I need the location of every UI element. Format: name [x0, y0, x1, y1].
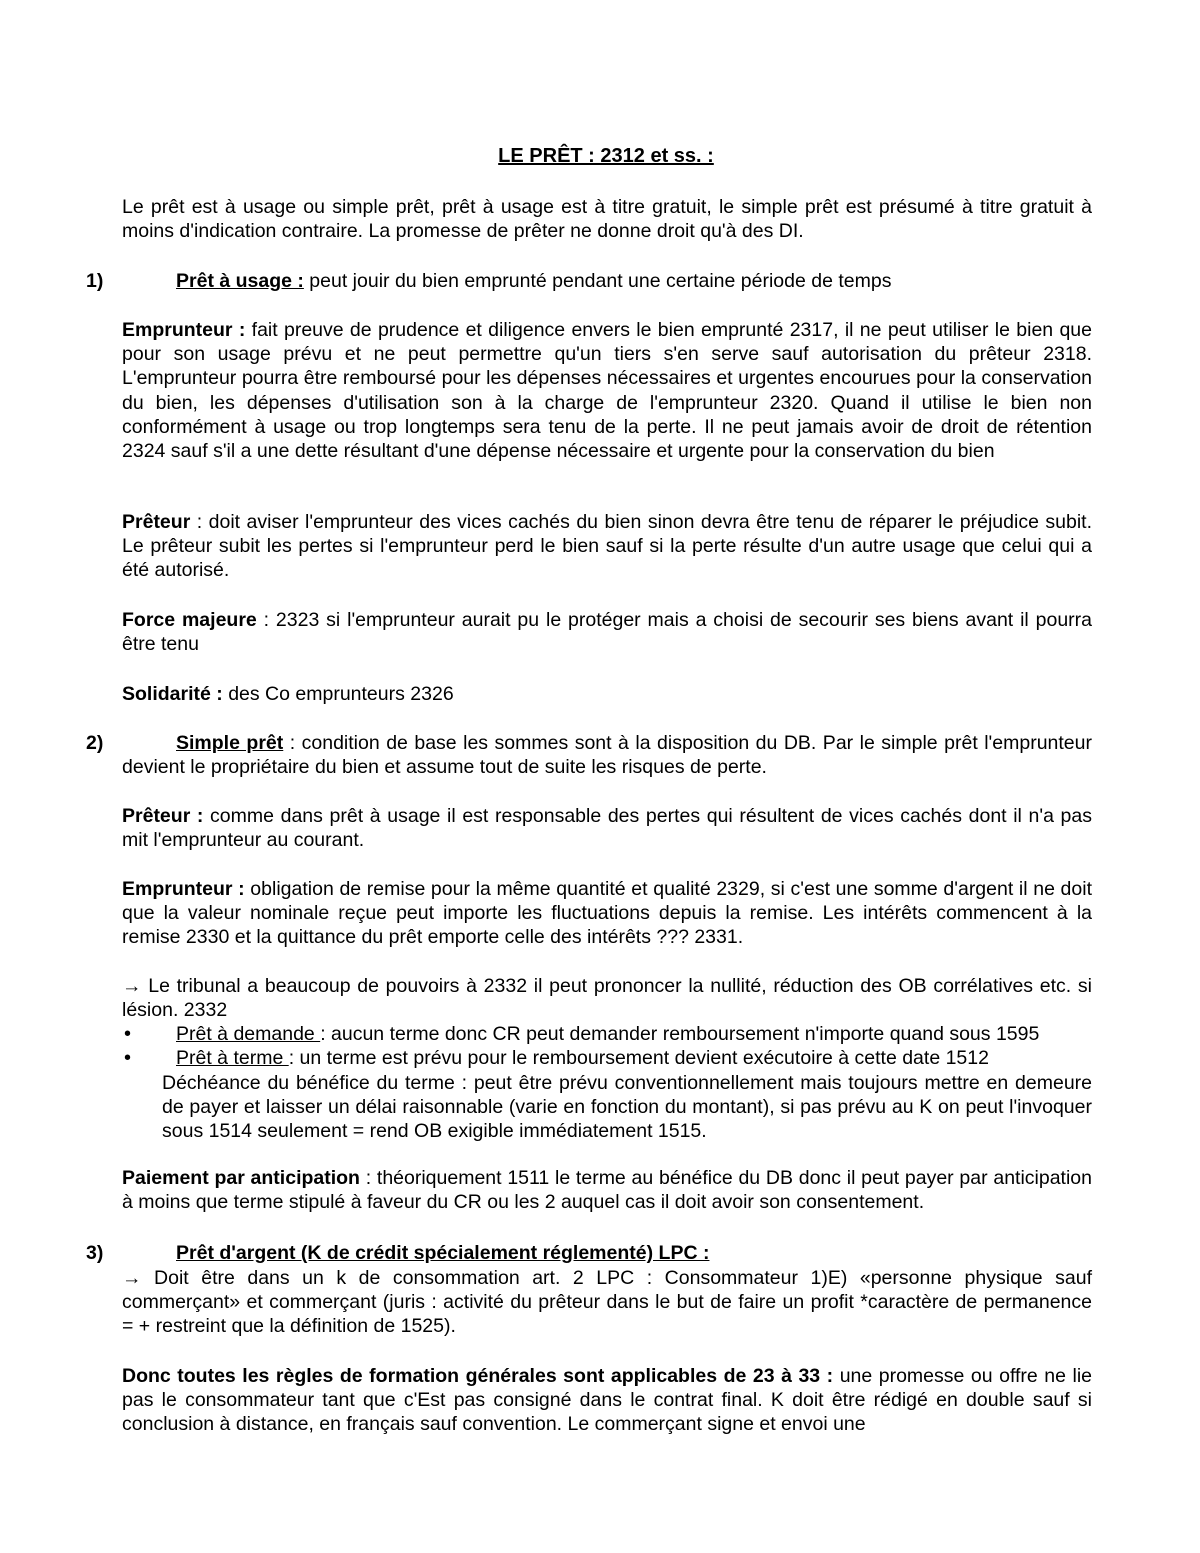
s1-preteur-label: Prêteur — [122, 511, 191, 533]
s3-consommation-text: Doit être dans un k de consommation art. 2 LPC : Consommateur 1)E) «personne physique sauf commerçant» et commerçant (juris : activité du prêteur dans le but de faire un profit *caractère de permanence = + restreint que la définition de 1525). — [122, 1267, 1092, 1338]
bullet-icon: • — [124, 1023, 132, 1045]
arrow-icon: → — [122, 975, 142, 997]
intro-paragraph — [122, 195, 1092, 243]
s1-force-majeure-paragraph — [122, 608, 1092, 656]
s2-emprunteur-paragraph — [122, 877, 1092, 950]
s2-bullet-1-label: Prêt à demande — [176, 1023, 321, 1045]
section-1-heading: Prêt à usage : — [176, 270, 304, 292]
section-2-heading: Simple prêt — [176, 732, 284, 754]
s1-preteur-paragraph — [122, 510, 1092, 583]
section-2-number: 2) — [86, 732, 104, 754]
section-1-heading-line — [176, 269, 1092, 293]
s1-solidarite-text: des Co emprunteurs 2326 — [222, 683, 454, 705]
s1-force-majeure-text: : 2323 si l'emprunteur aurait pu le protéger mais a choisi de secourir ses biens avant il pourra être tenu — [122, 609, 1092, 656]
s2-paiement-text: : théoriquement 1511 le terme au bénéfice du DB donc il peut payer par anticipation à moins que terme stipulé à faveur du CR ou les 2 auquel cas il doit avoir son consentement. — [122, 1167, 1093, 1214]
s2-decheance-paragraph: Déchéance du bénéfice du terme : peut être prévu conventionnellement mais toujours mettre en demeure de payer et laisser un délai raisonnable (varie en fonction du montant), si pas prévu au K on peut l'invoquer sous 1514 seulement = rend OB exigible immédiatement 1515. — [162, 1072, 1092, 1143]
s1-emprunteur-text: fait preuve de prudence et diligence envers le bien emprunté 2317, il ne peut utiliser le bien que pour son usage prévu et ne peut permettre qu'un tiers s'en serve sauf autorisation du prêteur 2318. L'emprunteur pourra être remboursé pour les dépenses nécessaires et urgentes encourues pour la conservation du bien, les dépenses d'utilisation son à la charge de l'emprunteur 2320. Quand il utilise le bien non conformément à usage ou trop longtemps sera tenu de la perte. Il ne peut jamais avoir de droit de rétention 2324 sauf s'il a une dette résultant d'une dépense nécessaire et urgente pour la conservation du bien — [122, 319, 1092, 463]
section-2-heading-paragraph — [122, 731, 1092, 779]
list-item — [176, 1022, 1092, 1046]
s2-preteur-text: comme dans prêt à usage il est responsable des pertes qui résultent de vices cachés dont il n'a pas mit l'emprunteur au courant. — [122, 805, 1092, 852]
section-1-number: 1) — [86, 270, 104, 292]
s1-emprunteur-label: Emprunteur : — [122, 319, 246, 341]
s2-emprunteur-label: Emprunteur : — [122, 878, 245, 900]
list-item — [176, 1046, 1092, 1070]
s2-tribunal-text: Le tribunal a beaucoup de pouvoirs à 2332 il peut prononcer la nullité, réduction des OB corrélatives etc. si lésion. 2332 — [122, 975, 1092, 1022]
s3-donc-paragraph — [122, 1364, 1092, 1437]
section-3-heading: Prêt d'argent (K de crédit spécialement réglementé) LPC : — [176, 1242, 710, 1264]
s3-donc-label: Donc toutes les règles de formation générales sont applicables de 23 à 33 : — [122, 1365, 834, 1387]
s1-emprunteur-paragraph — [122, 318, 1092, 463]
intro-text: Le prêt est à usage ou simple prêt, prêt à usage est à titre gratuit, le simple prêt est présumé à titre gratuit à moins d'indication contraire. La promesse de prêter ne donne droit qu'à des DI. — [122, 196, 1092, 243]
s3-consommation-paragraph — [122, 1266, 1092, 1339]
s1-solidarite-label: Solidarité : — [122, 683, 223, 705]
s2-paiement-paragraph — [122, 1166, 1092, 1214]
s1-solidarite-paragraph — [122, 682, 1092, 706]
s1-force-majeure-label: Force majeure — [122, 609, 257, 631]
section-3-heading-line — [176, 1241, 1092, 1265]
s3-donc-text: une promesse ou offre ne lie pas le consommateur tant que c'Est pas consigné dans le contrat final. K doit être rédigé en double sauf si conclusion à distance, en français sauf convention. Le commerçant signe et envoi une — [122, 1365, 1093, 1436]
page-title: LE PRÊT : 2312 et ss. : — [498, 145, 714, 167]
bullet-icon: • — [124, 1047, 132, 1069]
s2-bullet-2-label: Prêt à terme — [176, 1047, 289, 1069]
s2-tribunal-paragraph — [122, 974, 1092, 1022]
s2-emprunteur-text: obligation de remise pour la même quantité et qualité 2329, si c'est une somme d'argent il ne doit que la valeur nominale reçue peut importe les fluctuations depuis la remise. Les intérêts commencent à la remise 2330 et la quittance du prêt emporte celle des intérêts ??? 2331. — [122, 878, 1093, 949]
section-2-heading-text: : condition de base les sommes sont à la disposition du DB. Par le simple prêt l'emprunteur devient le propriétaire du bien et assume tout de suite les risques de perte. — [122, 732, 1092, 779]
s2-bullet-1-text: : aucun terme donc CR peut demander remboursement n'importe quand sous 1595 — [320, 1023, 1040, 1045]
section-3-number: 3) — [86, 1242, 104, 1264]
arrow-icon: → — [122, 1267, 142, 1289]
s2-bullet-2-text: : un terme est prévu pour le remboursement devient exécutoire à cette date 1512 — [288, 1047, 989, 1069]
s1-preteur-text: : doit aviser l'emprunteur des vices cachés du bien sinon devra être tenu de réparer le préjudice subit. Le prêteur subit les pertes si l'emprunteur perd le bien sauf si la perte résulte d'un autre usage que celui qui a été autorisé. — [122, 511, 1092, 582]
s2-preteur-paragraph — [122, 804, 1092, 852]
section-1-heading-text: peut jouir du bien emprunté pendant une certaine période de temps — [303, 270, 892, 292]
s2-paiement-label: Paiement par anticipation — [122, 1167, 360, 1189]
s2-preteur-label: Prêteur : — [122, 805, 204, 827]
